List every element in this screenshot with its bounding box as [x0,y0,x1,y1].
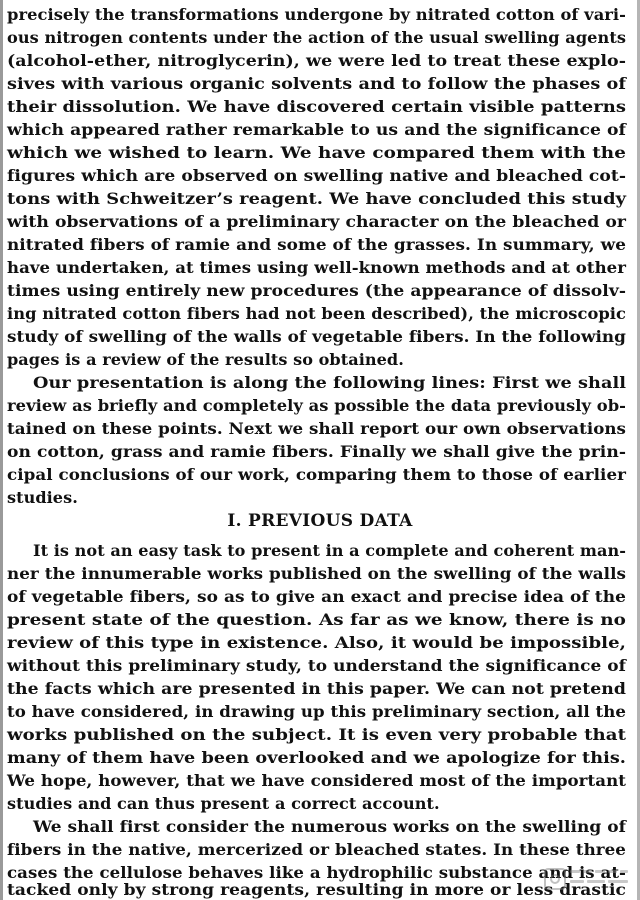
paragraph-2-line-6: studies. [7,488,78,507]
paragraph-3-line-9: works published on the subject. It is even very probable that [7,725,626,744]
paragraph-3-line-11: We hope, however, that we have considered most of the important [7,771,626,790]
paragraph-1-line-3: (alcohol-ether, nitroglycerin), we were led to treat these explo- [7,51,626,70]
paragraph-1-line-5: their dissolution. We have discovered certain visible patterns [7,97,626,116]
paragraph-1-line-10: with observations of a preliminary character on the bleached or [7,212,626,231]
paragraph-3-line-8: to have considered, in drawing up this preliminary section, all the [7,702,626,721]
paragraph-4-line-1: We shall first consider the numerous works on the swelling of [33,817,627,836]
paragraph-4-line-3: cases the cellulose behaves like a hydrophilic substance and is at- [7,863,626,882]
paragraph-1-line-7: which we wished to learn. We have compared them with the [7,143,627,162]
paragraph-3-line-2: ner the innumerable works published on the swelling of the walls [7,564,626,583]
paragraph-3-line-3: of vegetable fibers, so as to give an exact and precise idea of the [7,587,626,606]
paragraph-1-line-13: times using entirely new procedures (the appearance of dissolv- [7,281,626,300]
paragraph-3-line-4: present state of the question. As far as we know, there is no [7,610,626,629]
paragraph-1-line-14: ing nitrated cotton fibers had not been described), the microscopic [7,304,626,323]
paragraph-1-line-12: have undertaken, at times using well-known methods and at other [7,258,626,277]
seal-icon [544,868,566,890]
paragraph-2-line-2: review as briefly and completely as possible the data previously ob- [7,396,626,415]
paragraph-2-line-4: on cotton, grass and ramie fibers. Finally we shall give the prin- [7,442,626,461]
paragraph-1-line-9: tons with Schweitzer’s reagent. We have concluded this study [7,189,626,208]
paragraph-3-line-1: It is not an easy task to present in a complete and coherent man- [33,541,626,560]
paragraph-4-line-4: tacked only by strong reagents, resulting in more or less drastic [7,880,626,899]
paragraph-3-line-7: the facts which are presented in this paper. We can not pretend [7,679,627,698]
paragraph-1-line-16: pages is a review of the results so obtained. [7,350,404,369]
section-heading: I. PREVIOUS DATA [227,511,413,531]
paragraph-2-line-3: tained on these points. Next we shall report our own observations [7,419,626,438]
paragraph-1-line-15: study of swelling of the walls of vegetable fibers. In the following [7,327,626,346]
paragraph-2-line-5: cipal conclusions of our work, comparing them to those of earlier [7,465,626,484]
paragraph-1-line-11: nitrated fibers of ramie and some of the grasses. In summary, we [7,235,626,254]
paragraph-3-line-10: many of them have been overlooked and we apologize for this. [7,748,626,767]
paragraph-1-line-8: figures which are observed on swelling native and bleached cot- [7,166,626,185]
paragraph-1-line-4: sives with various organic solvents and to follow the phases of [7,74,626,93]
watermark-logo [544,866,630,894]
paragraph-1-line-6: which appeared rather remarkable to us and the significance of [7,120,626,139]
watermark-text-mark [570,866,628,892]
paragraph-3-line-12: studies and can thus present a correct account. [7,794,440,813]
paragraph-1-line-2: ous nitrogen contents under the action of the usual swelling agents [7,28,626,47]
paragraph-4-line-2: fibers in the native, mercerized or bleached states. In these three [7,840,626,859]
paragraph-1-line-1: precisely the transformations undergone by nitrated cotton of vari- [7,5,626,24]
paragraph-2-line-1: Our presentation is along the following lines: First we shall [33,373,626,392]
paragraph-3-line-6: without this preliminary study, to understand the significance of [7,656,626,675]
paragraph-3-line-5: review of this type in existence. Also, it would be impossible, [7,633,626,652]
